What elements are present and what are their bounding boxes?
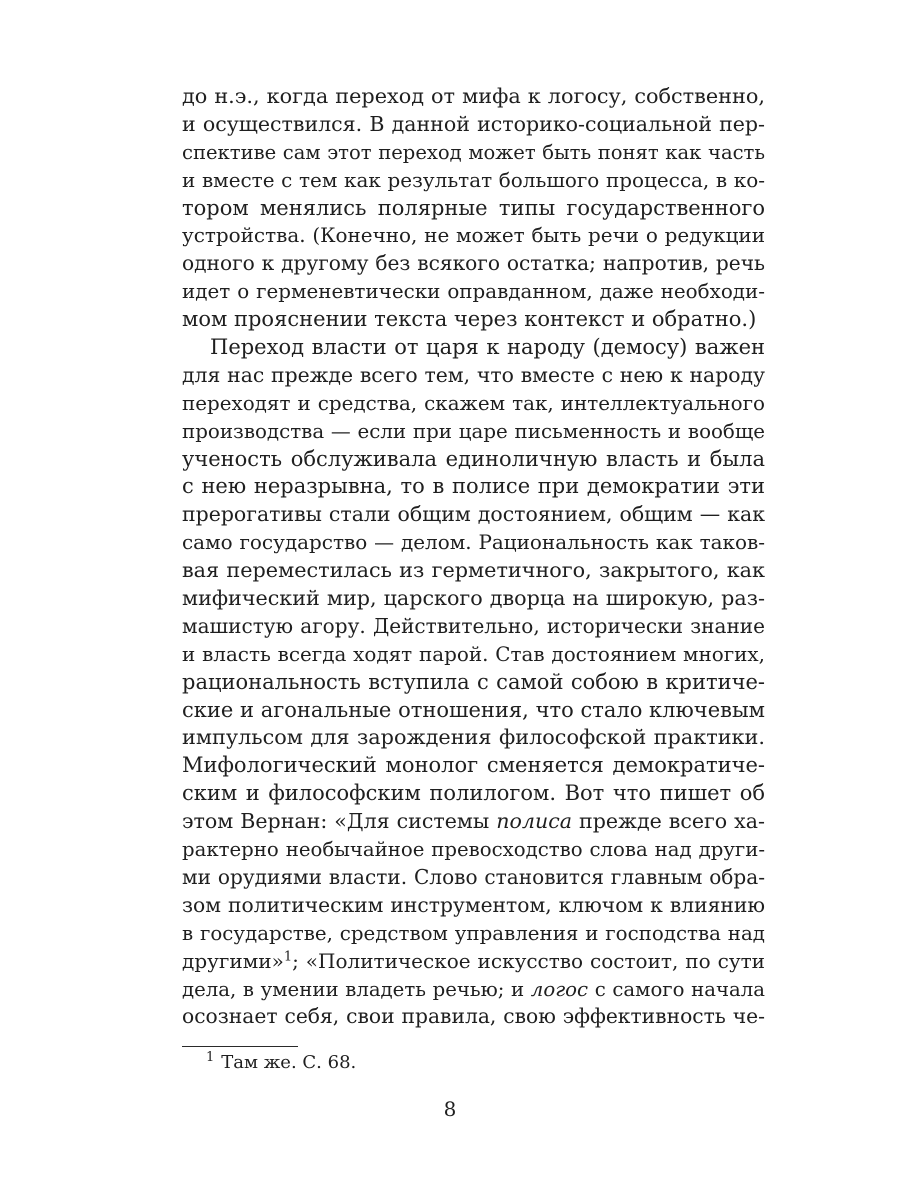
- text-line: Мифологический монолог сменяется демократиче-: [182, 753, 765, 778]
- footnote: [206, 1050, 356, 1076]
- footnote-separator: [182, 1046, 298, 1047]
- text-line: с нею неразрывна, то в полисе при демократии эти: [182, 474, 765, 499]
- text-line: ученость обслуживала единоличную власть и была: [182, 446, 765, 471]
- text-line: машистую агору. Действительно, исторически знание: [182, 613, 765, 638]
- text-line: Переход власти от царя к народу (демосу) важен: [210, 335, 765, 360]
- text-line: само государство — делом. Рациональность как таков-: [182, 530, 765, 555]
- text-line: в государстве, средством управления и господства над: [182, 921, 765, 945]
- footnote-text: Там же. С. 68.: [221, 1052, 357, 1073]
- text-line: переходят и средства, скажем так, интеллектуального: [182, 391, 765, 415]
- text-line: устройства. (Конечно, не может быть речи о редукции: [182, 224, 765, 248]
- text-line: вая переместилась из герметичного, закрытого, как: [182, 558, 765, 583]
- text-line: мом прояснении текста через контекст и обратно.): [182, 307, 757, 332]
- text-line: одного к другому без всякого остатка; напротив, речь: [182, 251, 765, 276]
- text-line: импульсом для зарождения философской практики.: [182, 725, 765, 750]
- text-line: ским и философским полилогом. Вот что пишет об: [182, 781, 765, 806]
- text-line: производства — если при царе письменность и вообще: [182, 419, 765, 443]
- text-line: прерогативы стали общим достоянием, общим — как: [182, 502, 765, 527]
- text-line: спективе сам этот переход может быть понят как часть: [182, 140, 765, 164]
- body-text: [182, 83, 765, 1031]
- text-line: для нас прежде всего тем, что вместе с нею к народу: [182, 362, 765, 387]
- text-line: другими»$^1$; «Политическое искусство состоит, по сути: [182, 948, 765, 973]
- text-line: идет о герменевтически оправданном, даже необходи-: [182, 280, 765, 304]
- text-line: ми орудиями власти. Слово становится главным обра-: [182, 864, 765, 889]
- text-line: осознает себя, свои правила, свою эффективность че-: [182, 1004, 765, 1029]
- text-line: этом Вернан: «Для системы полиса прежде всего ха-: [182, 809, 765, 834]
- text-line: рактерно необычайное превосходство слова над други-: [182, 838, 765, 862]
- text-line: и вместе с тем как результат большого процесса, в ко-: [182, 167, 765, 192]
- text-line: и осуществился. В данной историко-социальной пер-: [182, 111, 765, 136]
- footnote-number: 1: [206, 1050, 215, 1065]
- page-number: 8: [443, 1097, 457, 1121]
- text-line: зом политическим инструментом, ключом к влиянию: [182, 892, 765, 917]
- text-line: до н.э., когда переход от мифа к логосу, собственно,: [182, 84, 765, 108]
- text-line: рациональность вступила с самой собою в критиче-: [182, 669, 765, 694]
- text-line: дела, в умении владеть речью; и логос с самого начала: [182, 977, 765, 1001]
- text-line: и власть всегда ходят парой. Став достоянием многих,: [182, 642, 765, 666]
- text-line: тором менялись полярные типы государственного: [182, 195, 765, 220]
- text-line: ские и агональные отношения, что стало ключевым: [182, 697, 765, 722]
- text-line: мифический мир, царского дворца на широкую, раз-: [182, 586, 765, 611]
